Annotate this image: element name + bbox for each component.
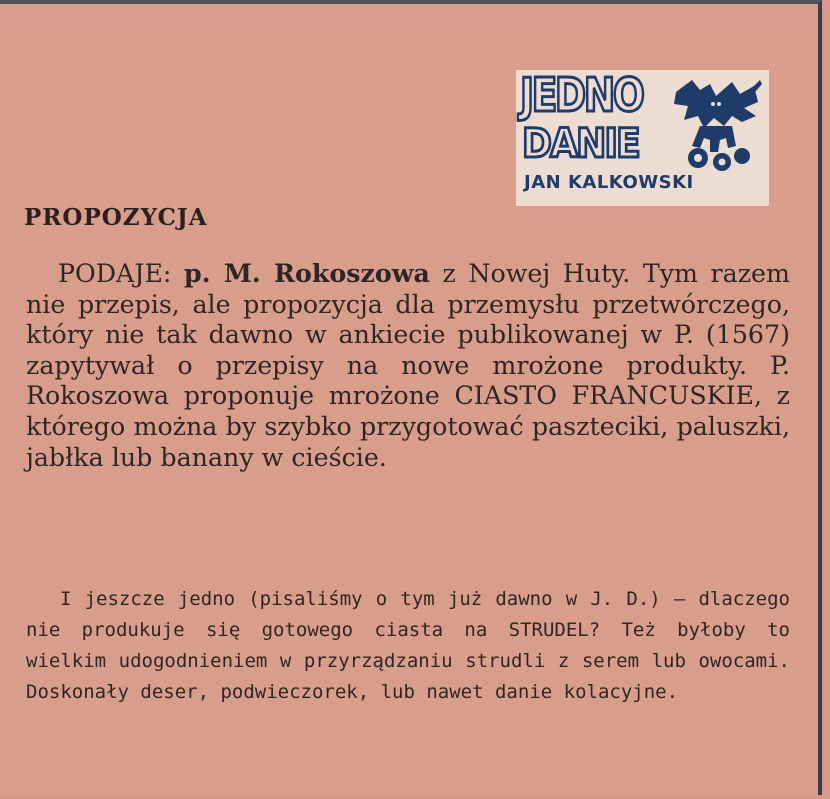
article-title: PROPOZYCJA xyxy=(24,204,208,231)
article-body xyxy=(26,258,790,473)
chef-figure-icon xyxy=(670,76,762,172)
logo-line-2: DANIE xyxy=(522,121,639,167)
intro-text: z Nowej Huty. Tym razem nie przepis, ale propozycja dla przemysłu przetwórczego, który nie tak dawno w ankiecie publikowanej w P. (1567) zapytywał o przepisy na nowe mrożone produkty. P. Rokoszowa proponuje mrożone CIASTO FRANCUSKIE, z którego można by szybko przygotować paszteciki, paluszki, jabłka lub banany w cieście. xyxy=(26,259,790,472)
logo-line-1: JEDNO xyxy=(520,68,643,122)
note-text: I jeszcze jedno (pisaliśmy o tym już dawno w J. D.) — dlaczego nie produkuje się gotowego ciasta na STRUDEL? Też byłoby to wielkim udogodnieniem w przyrządzaniu strudli z serem lub owocami. Doskonały deser, podwieczorek, lub nawet danie kolacyjne. xyxy=(26,588,790,703)
article-note xyxy=(26,584,790,708)
intro-prefix: PODAJE: xyxy=(58,259,185,288)
recipe-author: p. M. Rokoszowa xyxy=(184,258,430,288)
logo-author: JAN KALKOWSKI xyxy=(524,172,694,193)
column-logo xyxy=(516,70,769,206)
